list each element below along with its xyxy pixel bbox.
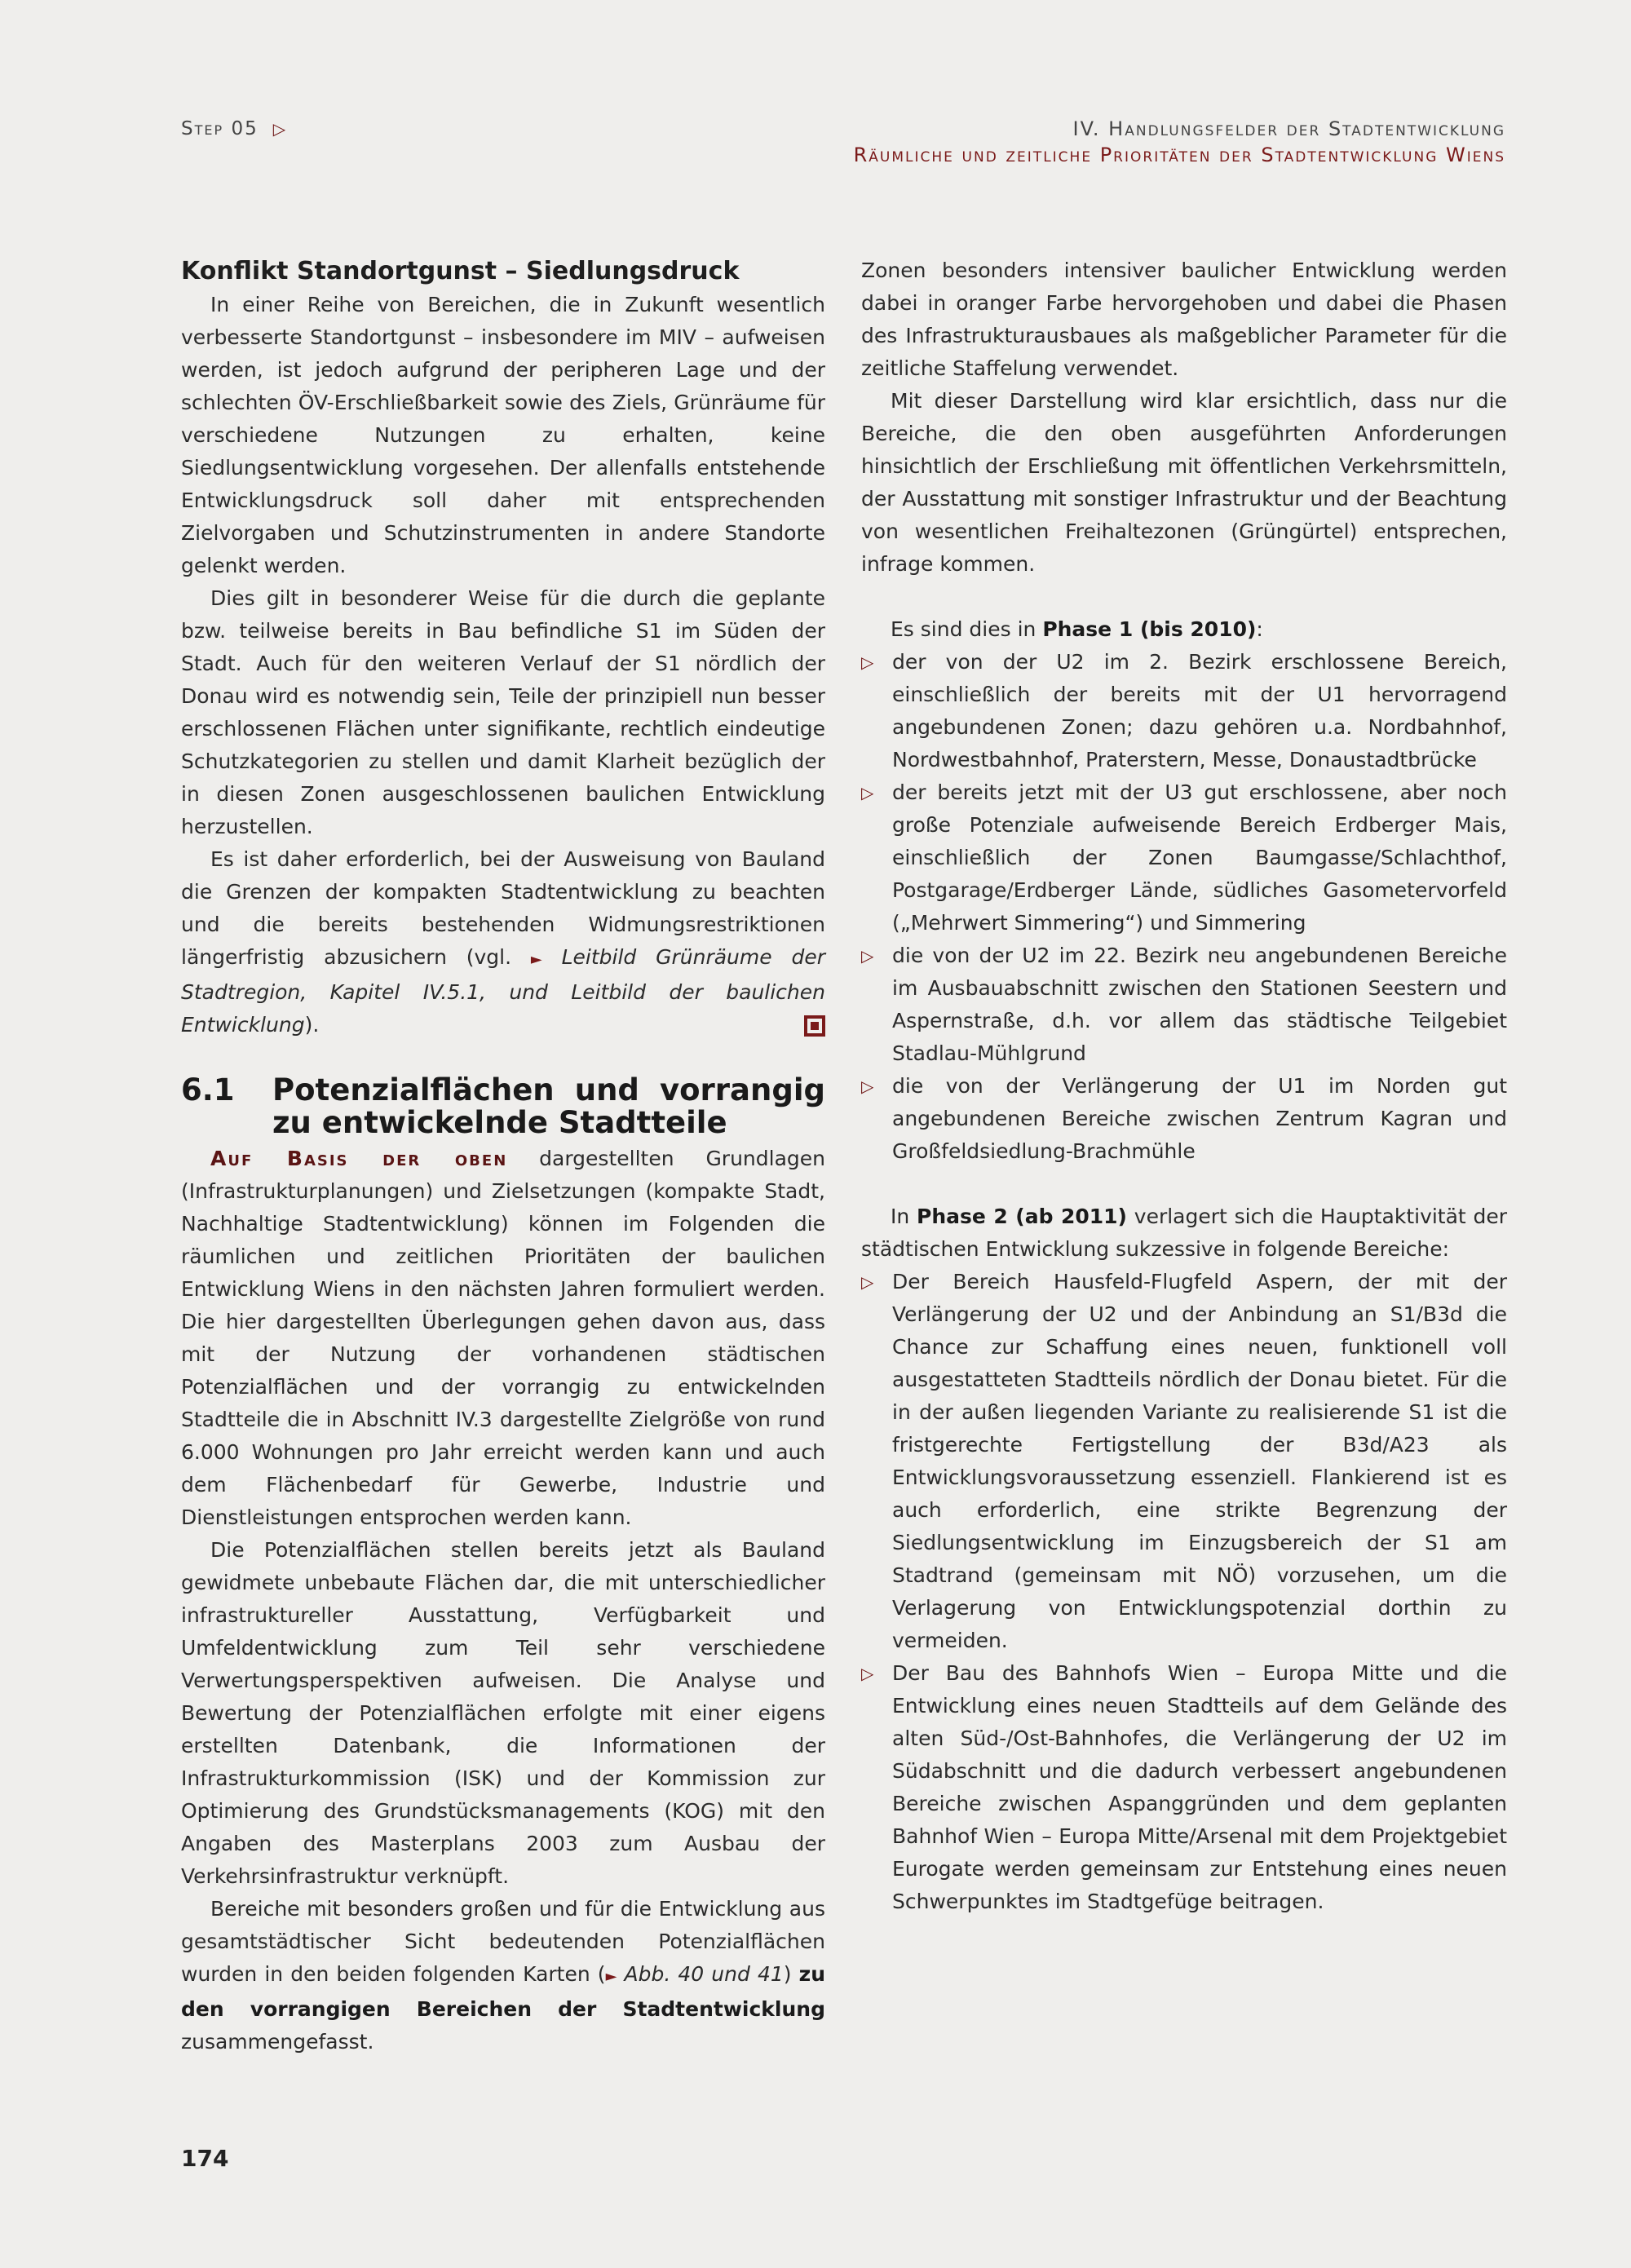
lead-in: Auf Basis der oben [210,1147,508,1170]
section-number: 6.1 [181,1072,235,1107]
paragraph: In einer Reihe von Bereichen, die in Zukunft wesentlich verbesserte Standortgunst – insbesondere im MIV – aufweisen werden, ist jedoch aufgrund der peripheren Lage und der schlechten ÖV-Erschließbarkeit sowie des Ziels, Grünräume für verschiedene Nutzungen zu erhalten, keine Siedlungsentwicklung vorgesehen. Der allenfalls entstehende Entwicklungsdruck soll daher mit entsprechenden Zielvorgaben und Schutzinstrumenten in andere Standorte gelenkt werden. [181,293,825,577]
list-item: ▷ die von der U2 im 22. Bezirk neu angebundenen Bereiche im Ausbauabschnitt zwischen den Stationen Seestern und Aspernstraße, d.h. vor allem das städtische Teilgebiet Stadlau-Mühlgrund [861,939,1507,1070]
figure-reference[interactable]: Abb. 40 und 41 [624,1962,784,1986]
phase1-label: Phase 1 (bis 2010) [1042,617,1257,641]
running-header-chapter [854,117,1505,166]
list-item: ▷ Der Bau des Bahnhofs Wien – Europa Mitte und die Entwicklung eines neuen Stadtteils auf dem Gelände des alten Süd-/Ost-Bahnhofes, die Verlängerung der U2 im Südabschnitt und die dadurch verbessert angebundenen Bereiche zwischen Aspanggründen und dem geplanten Bahnhof Wien – Europa Mitte/Arsenal mit dem Projektgebiet Eurogate werden gemeinsam zur Entstehung eines neuen Schwerpunktes im Stadtgefüge beitragen. [861,1657,1507,1918]
bold-emphasis: zu den vorrangigen Bereichen der Stadtentwicklung [181,1962,826,2021]
step-label: Step 05 [181,118,259,139]
step-arrow-icon: ▷ [272,119,288,139]
paragraph-with-reference: Bereiche mit besonders großen und für die Entwicklung aus gesamtstädtischer Sicht bedeutenden Potenzialflächen wurden in den beiden folgenden Karten (► Abb. 40 und 41) zu den vorrangigen Bereichen der Stadtentwicklung zusammengefasst. [181,1897,826,2054]
section-end-icon [804,1015,825,1037]
list-item: ▷ Der Bereich Hausfeld-Flugfeld Aspern, der mit der Verlängerung der U2 und der Anbindung an S1/B3d die Chance zur Schaffung eines neuen, funktionell voll ausgestatteten Stadtteils nördlich der Donau bietet. Für die in der außen liegenden Variante zu realisierende S1 ist die fristgerechte Fertigstellung der B3d/A23 als Entwicklungsvoraussetzung essenziell. Flankierend ist es auch erforderlich, eine strikte Begrenzung der Siedlungsentwicklung im Einzugsbereich der S1 am Stadtrand (gemeinsam mit NÖ) vorzusehen, um die Verlagerung von Entwicklungspotenzial dorthin zu vermeiden. [861,1266,1507,1657]
running-header-step [181,118,287,139]
reference-arrow-icon: ► [605,1968,617,1985]
phase1-intro: Es sind dies in Phase 1 (bis 2010): [891,617,1263,641]
list-item: ▷ der bereits jetzt mit der U3 gut erschlossene, aber noch große Potenziale aufweisende Bereich Erdberger Mais, einschließlich der Zonen Baumgasse/Schlachthof, Postgarage/Erdberger Lände, südliches Gasometervorfeld („Mehrwert Simmering“) und Simmering [861,776,1507,939]
phase2-intro: In Phase 2 (ab 2011) verlagert sich die Hauptaktivität der städtischen Entwicklung sukzessive in folgende Bereiche: [861,1205,1508,1261]
list-item: ▷ der von der U2 im 2. Bezirk erschlossene Bereich, einschließlich der bereits mit der U1 hervorragend angebundenen Zonen; dazu gehören u.a. Nordbahnhof, Nordwestbahnhof, Praterstern, Messe, Donaustadtbrücke [861,646,1507,776]
paragraph: Dies gilt in besonderer Weise für die durch die geplante bzw. teilweise bereits in Bau befindliche S1 im Süden der Stadt. Auch für den weiteren Verlauf der S1 nördlich der Donau wird es notwendig sein, Teile der prinzipiell nun besser erschlossenen Flächen unter signifikante, rechtlich eindeutige Schutzkategorien zu stellen und damit Klarheit bezüglich der in diesen Zonen ausgeschlossenen baulichen Entwicklung herzustellen. [181,586,825,838]
cross-reference[interactable]: Leitbild Grünräume der Stadtregion, Kapitel IV.5.1, und Leitbild der baulichen Entwicklung [181,945,825,1037]
paragraph: Mit dieser Darstellung wird klar ersichtlich, dass nur die Bereiche, die den oben ausgeführten Anforderungen hinsichtlich der Erschließung mit öffentlichen Verkehrsmitteln, der Ausstattung mit sonstiger Infrastruktur und der Beachtung von wesentlichen Freihaltezonen (Grüngürtel) entsprechen, infrage kommen. [861,389,1507,576]
right-column [861,254,1507,1918]
phase1-list [861,646,1507,1168]
reference-arrow-icon: ► [530,951,542,968]
page-number: 174 [181,2145,229,2172]
paragraph: Zonen besonders intensiver baulicher Entwicklung werden dabei in oranger Farbe hervorgehoben und dabei die Phasen des Infrastrukturausbaues als maßgeblicher Parameter für die zeitliche Staffelung verwendet. [861,259,1507,380]
chapter-title: IV. Handlungsfelder der Stadtentwicklung [1072,117,1505,140]
paragraph-with-reference: Es ist daher erforderlich, bei der Ausweisung von Bauland die Grenzen der kompakten Stadtentwicklung zu beachten und die bereits bestehenden Widmungsrestriktionen längerfristig abzusichern (vgl. ► Leitbild Grünräume der Stadtregion, Kapitel IV.5.1, und Leitbild der baulichen Entwicklung). [181,847,825,1037]
subheading-konflikt: Konflikt Standortgunst – Siedlungsdruck [181,257,740,285]
section-title: Potenzialflächen und vorrangig zu entwickelnde Stadtteile [272,1072,825,1140]
paragraph-intro: Auf Basis der oben dargestellten Grundlagen (Infrastrukturplanungen) und Zielsetzungen (kompakte Stadt, Nachhaltige Stadtentwicklung) können im Folgenden die räumlichen und zeitlichen Prioritäten der baulichen Entwicklung Wiens in den nächsten Jahren formuliert werden. Die hier dargestellten Überlegungen gehen davon aus, dass mit der Nutzung der vorhandenen städtischen Potenzialflächen und der vorrangig zu entwickelnden Stadtteile die in Abschnitt IV.3 dargestellte Zielgröße von rund 6.000 Wohnungen pro Jahr erreicht werden kann und auch dem Flächenbedarf für Gewerbe, Industrie und Dienstleistungen entsprochen werden kann. [181,1147,826,1529]
phase2-list [861,1266,1507,1918]
phase2-label: Phase 2 (ab 2011) [917,1205,1127,1228]
left-column [181,254,825,2058]
list-item: ▷ die von der Verlängerung der U1 im Norden gut angebundenen Bereiche zwischen Zentrum Kagran und Großfeldsiedlung-Brachmühle [861,1070,1507,1168]
section-heading [181,1074,825,1139]
chapter-subtitle: Räumliche und zeitliche Prioritäten der Stadtentwicklung Wiens [853,144,1505,166]
paragraph: Die Potenzialflächen stellen bereits jetzt als Bauland gewidmete unbebaute Flächen dar, die mit unterschiedlicher infrastruktureller Ausstattung, Verfügbarkeit und Umfeldentwicklung zum Teil sehr verschiedene Verwertungsperspektiven aufweisen. Die Analyse und Bewertung der Potenzialflächen erfolgte mit einer eigens erstellten Datenbank, die Informationen der Infrastrukturkommission (ISK) und der Kommission zur Optimierung des Grundstücksmanagements (KOG) mit den Angaben des Masterplans 2003 zum Ausbau der Verkehrsinfrastruktur verknüpft. [181,1538,825,1888]
